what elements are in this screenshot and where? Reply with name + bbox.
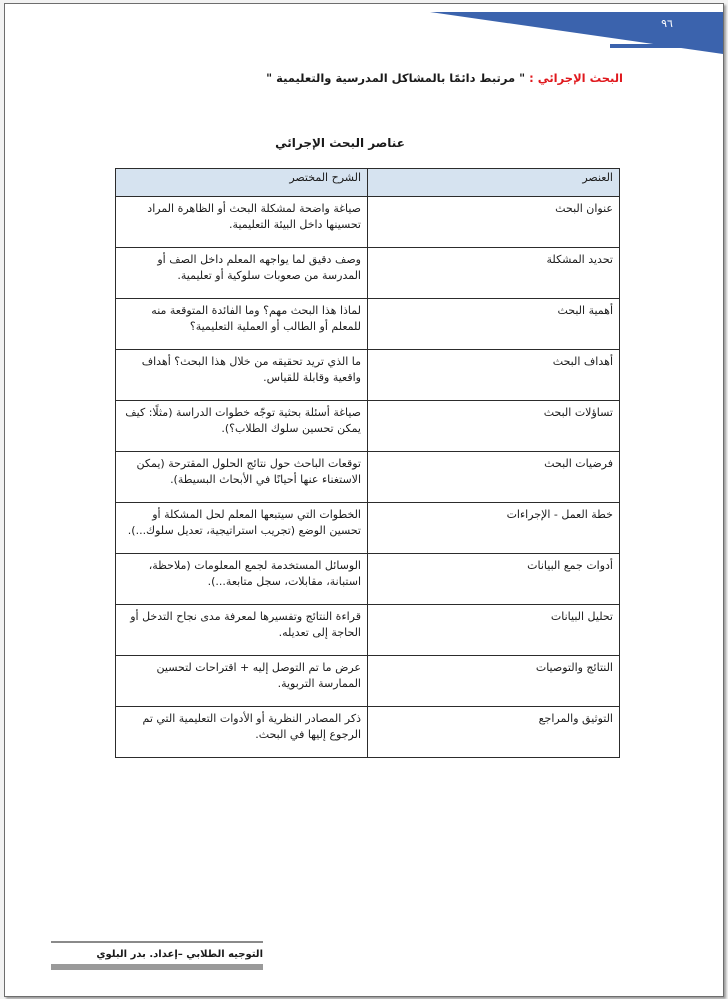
banner-underline [610,44,723,48]
table-row [116,707,620,758]
table-row [116,401,620,452]
table-header-row [116,169,620,197]
cell-element: النتائج والتوصيات [368,656,620,707]
cell-element: تحليل البيانات [368,605,620,656]
table-row [116,452,620,503]
cell-description: قراءة النتائج وتفسيرها لمعرفة مدى نجاح التدخل أو الحاجة إلى تعديله. [116,605,368,656]
page-number: ٩٦ [661,17,673,30]
cell-description: الوسائل المستخدمة لجمع المعلومات (ملاحظة، استبانة، مقابلات، سجل متابعة...). [116,554,368,605]
subtitle-line [265,71,623,85]
cell-description: ذكر المصادر النظرية أو الأدوات التعليمية التي تم الرجوع إليها في البحث. [116,707,368,758]
cell-description: ما الذي تريد تحقيقه من خلال هذا البحث؟ أهداف واقعية وقابلة للقياس. [116,350,368,401]
cell-element: عنوان البحث [368,197,620,248]
cell-element: تساؤلات البحث [368,401,620,452]
table-row [116,197,620,248]
cell-element: فرضيات البحث [368,452,620,503]
table-row [116,503,620,554]
document-page [4,3,724,997]
cell-description: الخطوات التي سيتبعها المعلم لحل المشكلة أو تحسين الوضع (تجريب استراتيجية، تعديل سلوك...). [116,503,368,554]
footer-divider [51,941,263,943]
table-row [116,248,620,299]
table-row [116,656,620,707]
cell-element: خطة العمل - الإجراءات [368,503,620,554]
table-row [116,554,620,605]
subtitle-text: " مرتبط دائمًا بالمشاكل المدرسية والتعليمية " [266,71,526,85]
cell-element: تحديد المشكلة [368,248,620,299]
cell-description: صياغة واضحة لمشكلة البحث أو الظاهرة المراد تحسينها داخل البيئة التعليمية. [116,197,368,248]
subtitle-label: البحث الإجرائي : [529,71,623,85]
research-elements-table [115,168,620,758]
cell-description: لماذا هذا البحث مهم؟ وما الفائدة المتوقعة منه للمعلم أو الطالب أو العملية التعليمية؟ [116,299,368,350]
cell-description: وصف دقيق لما يواجهه المعلم داخل الصف أو المدرسة من صعوبات سلوكية أو تعليمية. [116,248,368,299]
cell-description: عرض ما تم التوصل إليه + اقتراحات لتحسين الممارسة التربوية. [116,656,368,707]
cell-description: توقعات الباحث حول نتائج الحلول المقترحة (يمكن الاستغناء عنها أحيانًا في الأبحاث البسيطة). [116,452,368,503]
table-row [116,350,620,401]
cell-element: أهمية البحث [368,299,620,350]
table-row [116,299,620,350]
cell-element: أهداف البحث [368,350,620,401]
table-row [116,605,620,656]
footer-bar [51,964,263,970]
cell-element: التوثيق والمراجع [368,707,620,758]
cell-description: صياغة أسئلة بحثية توجّه خطوات الدراسة (مثلًا: كيف يمكن تحسين سلوك الطلاب؟). [116,401,368,452]
cell-element: أدوات جمع البيانات [368,554,620,605]
header-description: الشرح المختصر [116,169,368,197]
footer-credit: التوجيه الطلابي –إعداد. بدر البلوي [96,949,263,960]
section-title: عناصر البحث الإجرائي [275,136,405,150]
header-element: العنصر [368,169,620,197]
